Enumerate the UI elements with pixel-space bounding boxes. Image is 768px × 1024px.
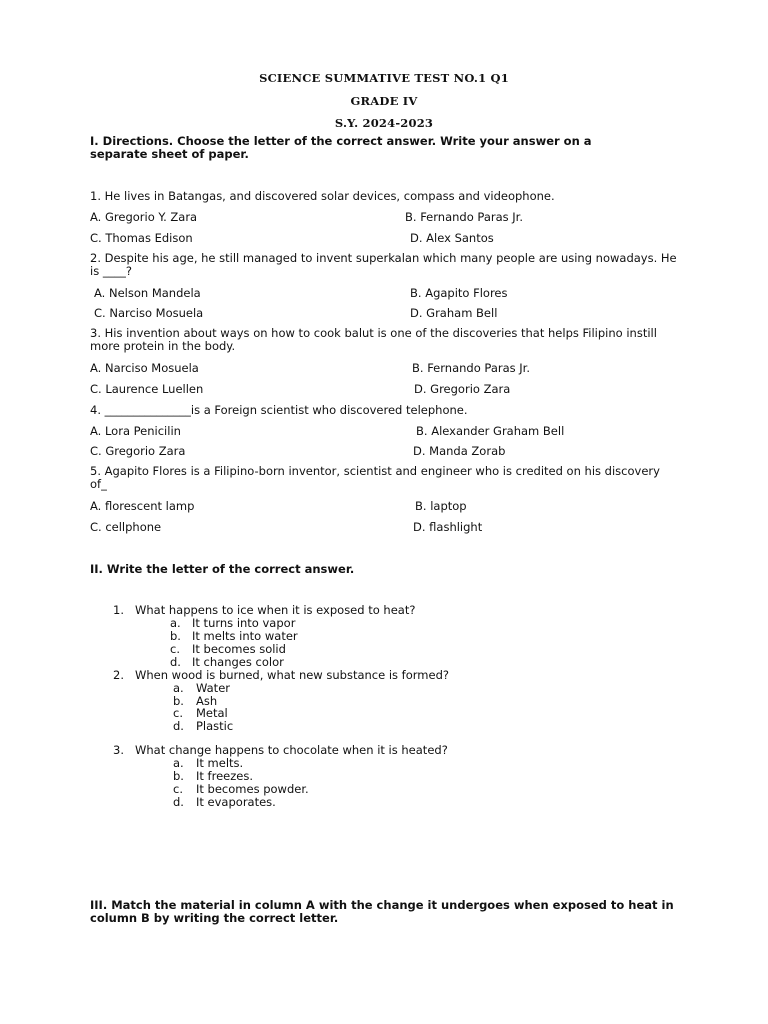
q4-option-b: B. Alexander Graham Bell bbox=[416, 424, 565, 438]
p2-q3-opt-d-letter: d. bbox=[173, 795, 184, 809]
q5-option-b: B. laptop bbox=[415, 499, 467, 513]
q3-option-b: B. Fernando Paras Jr. bbox=[412, 361, 531, 375]
p2-q1-opt-c-text: It becomes solid bbox=[192, 642, 286, 656]
q5-option-a: A. florescent lamp bbox=[90, 499, 195, 513]
p2-q2-text: When wood is burned, what new substance is formed? bbox=[135, 668, 449, 682]
p2-q3-number: 3. bbox=[113, 743, 124, 757]
p2-q3-opt-c-text: It becomes powder. bbox=[196, 782, 309, 796]
p2-q2-number: 2. bbox=[113, 668, 124, 682]
p2-q1-opt-a-text: It turns into vapor bbox=[192, 616, 296, 630]
q2-option-c: C. Narciso Mosuela bbox=[94, 306, 204, 320]
q2-option-a: A. Nelson Mandela bbox=[94, 286, 201, 300]
p2-q1-opt-d-letter: d. bbox=[170, 655, 181, 669]
q1-option-b: B. Fernando Paras Jr. bbox=[405, 210, 524, 224]
p2-q2-opt-d-letter: d. bbox=[173, 719, 184, 733]
p2-q2-opt-c-letter: c. bbox=[173, 706, 183, 720]
p2-q3-opt-a-letter: a. bbox=[173, 756, 184, 770]
question-1: 1. He lives in Batangas, and discovered solar devices, compass and videophone. bbox=[90, 189, 555, 203]
p2-q1-opt-b-letter: b. bbox=[170, 629, 181, 643]
question-5: 5. Agapito Flores is a Filipino-born inventor, scientist and engineer who is credited on his discovery of_ bbox=[90, 464, 660, 491]
p2-q1-number: 1. bbox=[113, 603, 124, 617]
q3-option-c: C. Laurence Luellen bbox=[90, 382, 204, 396]
p2-q2-opt-b-letter: b. bbox=[173, 694, 184, 708]
school-year: S.Y. 2024-2023 bbox=[334, 116, 434, 130]
q5-option-c: C. cellphone bbox=[90, 520, 162, 534]
q2-option-b: B. Agapito Flores bbox=[410, 286, 508, 300]
q3-option-a: A. Narciso Mosuela bbox=[90, 361, 199, 375]
q4-option-c: C. Gregorio Zara bbox=[90, 444, 186, 458]
p2-q1-opt-a-letter: a. bbox=[170, 616, 181, 630]
q1-option-d: D. Alex Santos bbox=[410, 231, 494, 245]
q1-option-c: C. Thomas Edison bbox=[90, 231, 193, 245]
p2-q3-opt-b-text: It freezes. bbox=[196, 769, 253, 783]
q4-option-a: A. Lora Penicilin bbox=[90, 424, 181, 438]
q4-option-d: D. Manda Zorab bbox=[413, 444, 506, 458]
p2-q3-opt-c-letter: c. bbox=[173, 782, 183, 796]
part3-heading: III. Match the material in column A with the change it undergoes when exposed to heat in column B by writing the correct letter. bbox=[90, 898, 674, 925]
p2-q2-opt-d-text: Plastic bbox=[196, 719, 234, 733]
q1-option-a: A. Gregorio Y. Zara bbox=[90, 210, 198, 224]
part2-heading: II. Write the letter of the correct answer. bbox=[90, 562, 355, 576]
q2-option-d: D. Graham Bell bbox=[410, 306, 498, 320]
p2-q2-opt-b-text: Ash bbox=[196, 694, 218, 708]
question-3: 3. His invention about ways on how to cook balut is one of the discoveries that helps Filipino instill more protein in the body. bbox=[90, 326, 657, 353]
part1-directions: I. Directions. Choose the letter of the correct answer. Write your answer on a separate sheet of paper. bbox=[90, 134, 592, 161]
p2-q3-opt-a-text: It melts. bbox=[196, 756, 244, 770]
question-2: 2. Despite his age, he still managed to invent superkalan which many people are using nowadays. He is ____? bbox=[90, 251, 677, 278]
q3-option-d: D. Gregorio Zara bbox=[414, 382, 511, 396]
grade-label: GRADE IV bbox=[350, 94, 418, 108]
p2-q1-opt-d-text: It changes color bbox=[192, 655, 284, 669]
p2-q3-opt-b-letter: b. bbox=[173, 769, 184, 783]
p2-q1-opt-c-letter: c. bbox=[170, 642, 180, 656]
p2-q3-text: What change happens to chocolate when it is heated? bbox=[135, 743, 448, 757]
test-title: SCIENCE SUMMATIVE TEST NO.1 Q1 bbox=[259, 71, 509, 85]
p2-q2-opt-c-text: Metal bbox=[196, 706, 228, 720]
question-4: 4. _______________is a Foreign scientist who discovered telephone. bbox=[90, 403, 468, 417]
p2-q1-text: What happens to ice when it is exposed to heat? bbox=[135, 603, 416, 617]
q5-option-d: D. flashlight bbox=[413, 520, 483, 534]
p2-q3-opt-d-text: It evaporates. bbox=[196, 795, 276, 809]
p2-q1-opt-b-text: It melts into water bbox=[192, 629, 298, 643]
p2-q2-opt-a-letter: a. bbox=[173, 681, 184, 695]
p2-q2-opt-a-text: Water bbox=[196, 681, 230, 695]
